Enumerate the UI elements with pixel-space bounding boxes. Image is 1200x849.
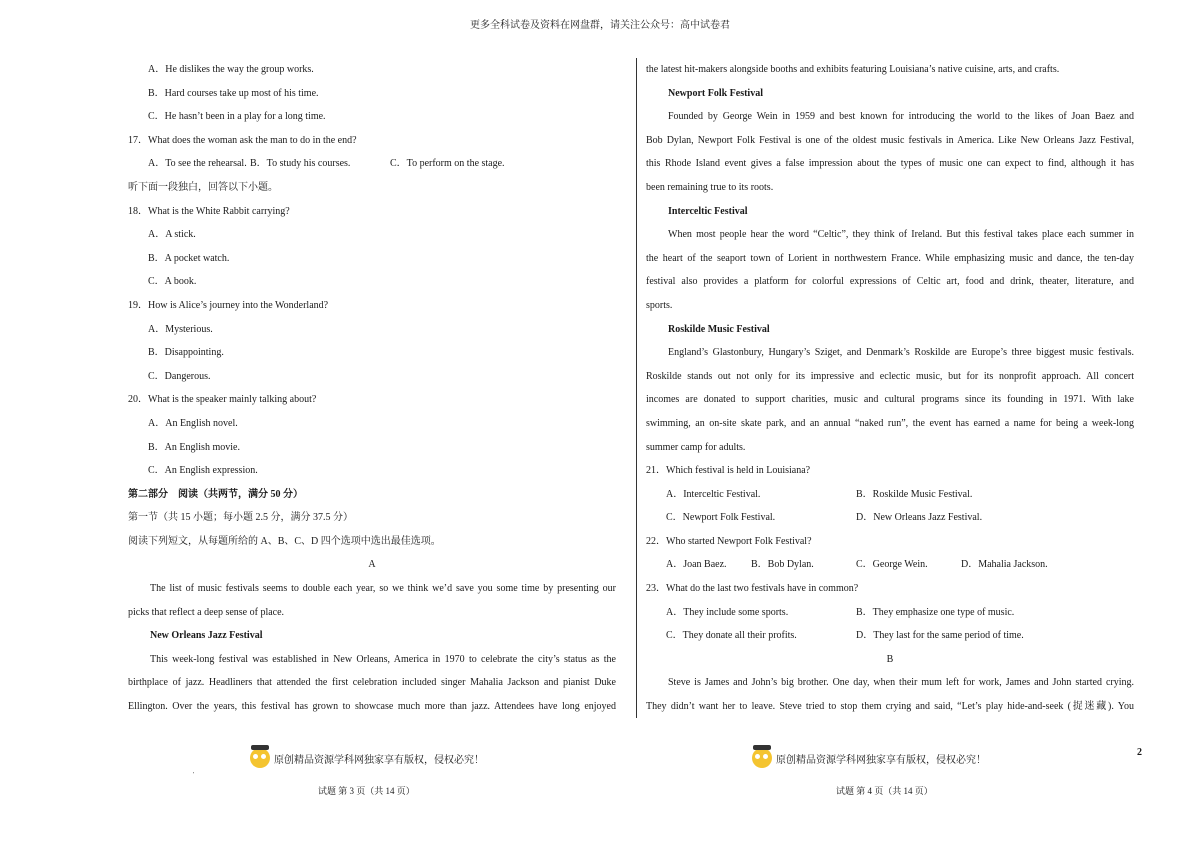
- q21-option-d: D．New Orleans Jazz Festival.: [856, 512, 983, 524]
- page-footer-right: 试题 第 4 页（共 14 页）: [836, 786, 933, 796]
- question-22: 22．Who started Newport Folk Festival?: [646, 535, 812, 547]
- q23-option-c: C．They donate all their profits.: [666, 630, 797, 642]
- interceltic-paragraph-line: festival also provides a platform for colorful expressions of Celtic art, food and drink, theater, literature, and: [646, 276, 1134, 288]
- newport-paragraph-line: this Rhode Island event gives a false impression about the types of music one can expect to find, although it has: [646, 158, 1134, 170]
- newport-paragraph-line: been remaining true to its roots.: [646, 181, 774, 193]
- q18-option-b: B．A pocket watch.: [148, 252, 230, 264]
- q18-option-a: A．A stick.: [148, 229, 196, 241]
- roskilde-paragraph-line: summer camp for adults.: [646, 441, 746, 453]
- page-footer-left: 试题 第 3 页（共 14 页）: [318, 786, 415, 796]
- q17-option-a: A．To see the rehearsal.: [148, 158, 247, 170]
- q21-options-row2: [646, 506, 1134, 530]
- question-19: 19．How is Alice’s journey into the Wonderland?: [128, 299, 329, 311]
- passage-b-label: B: [886, 653, 894, 665]
- passage-a-label: A: [368, 559, 376, 571]
- question-23: 23．What do the last two festivals have in common?: [646, 583, 859, 595]
- right-column: [646, 58, 1134, 719]
- new-orleans-paragraph-line: This week-long festival was established in New Orleans, America in 1970 to celebrate the city’s status as the: [150, 653, 616, 665]
- q22-options: [646, 553, 1134, 577]
- q17-option-c: C．To perform on the stage.: [390, 158, 505, 170]
- copyright-notice-left: [250, 748, 484, 768]
- passage-b-line: They didn’t want her to leave. Steve tried to stop them crying and said, “Let’s play hide-and-seek (捉迷藏). You: [646, 701, 1134, 713]
- owl-logo-icon: [250, 748, 270, 768]
- interceltic-heading: Interceltic Festival: [668, 205, 748, 217]
- question-21: 21．Which festival is held in Louisiana?: [646, 465, 811, 477]
- intro-paragraph-line: picks that reflect a deep sense of place.: [128, 606, 285, 618]
- q22-option-b: B．Bob Dylan.: [751, 559, 814, 571]
- q21-option-b: B．Roskilde Music Festival.: [856, 488, 973, 500]
- roskilde-paragraph-line: England’s Glastonbury, Hungary’s Sziget, and Denmark’s Roskilde are Europe’s three biggest music festivals.: [668, 347, 1134, 359]
- q18-option-c: C．A book.: [148, 276, 197, 288]
- q21-options-row1: [646, 483, 1134, 507]
- copyright-notice-right: [752, 748, 986, 768]
- new-orleans-paragraph-line: Ellington. Over the years, this festival has grown to showcase much more than jazz. Attendees have long enjoyed: [128, 701, 616, 713]
- interceltic-paragraph-line: When most people hear the word “Celtic”, they think of Ireland. But this festival takes place each summer in: [668, 229, 1134, 241]
- q17-options: [128, 152, 616, 176]
- copyright-text: 原创精品资源学科网独家享有版权，侵权必究！: [274, 754, 484, 766]
- part-two-heading: 第二部分 阅读（共两节，满分 50 分）: [128, 488, 303, 500]
- left-column: [128, 58, 616, 719]
- q20-option-a: A．An English novel.: [148, 417, 238, 429]
- new-orleans-paragraph-line: the latest hit-makers alongside booths and exhibits featuring Louisiana’s native cuisine, arts, and crafts.: [646, 64, 1060, 75]
- question-17: 17．What does the woman ask the man to do in the end?: [128, 134, 357, 146]
- q22-option-a: A．Joan Baez.: [666, 559, 727, 571]
- listening-instruction: 听下面一段独白，回答以下小题。: [128, 181, 278, 193]
- q23-option-a: A．They include some sports.: [666, 606, 789, 618]
- q16-option-c: C．He hasn’t been in a play for a long time.: [148, 111, 326, 123]
- sheet-number: 2: [1137, 747, 1142, 758]
- roskilde-heading: Roskilde Music Festival: [668, 323, 770, 335]
- q16-option-b: B．Hard courses take up most of his time.: [148, 87, 319, 99]
- copyright-text: 原创精品资源学科网独家享有版权，侵权必究！: [776, 754, 986, 766]
- owl-logo-icon: [752, 748, 772, 768]
- q17-option-b: B．To study his courses.: [250, 158, 351, 170]
- newport-heading: Newport Folk Festival: [668, 87, 763, 99]
- roskilde-paragraph-line: swimming, an on-site skate park, and an annual “naked run”, the event has earned a name for being a week-long: [646, 417, 1134, 429]
- q21-option-a: A．Interceltic Festival.: [666, 488, 761, 500]
- q23-option-b: B．They emphasize one type of music.: [856, 606, 1015, 618]
- q23-options-row1: [646, 601, 1134, 625]
- question-20: 20．What is the speaker mainly talking about?: [128, 394, 317, 406]
- newport-paragraph-line: Bob Dylan, Newport Folk Festival is one of the oldest music festivals in America. Like New Orleans Jazz Festival,: [646, 134, 1134, 146]
- q23-option-d: D．They last for the same period of time.: [856, 630, 1024, 642]
- q20-option-b: B．An English movie.: [148, 441, 240, 453]
- intro-paragraph-line: The list of music festivals seems to double each year, so we think we’d save you some time by presenting our: [150, 583, 616, 595]
- q22-option-d: D．Mahalia Jackson.: [961, 559, 1048, 571]
- roskilde-paragraph-line: Roskilde stands out not only for its impressive and eclectic music, but for its nonprofit approach. All concert: [646, 370, 1134, 382]
- q19-option-a: A．Mysterious.: [148, 323, 213, 335]
- q22-option-c: C．George Wein.: [856, 559, 928, 571]
- new-orleans-paragraph-line: birthplace of jazz. Headliners that attended the first celebration included singer Mahalia Jackson and pianist Duke: [128, 677, 616, 689]
- stray-mark: ': [193, 772, 195, 778]
- question-18: 18．What is the White Rabbit carrying?: [128, 205, 290, 217]
- q23-options-row2: [646, 624, 1134, 648]
- q19-option-b: B．Disappointing.: [148, 347, 224, 359]
- top-banner: 更多全科试卷及资料在网盘群，请关注公众号：高中试卷君: [470, 20, 730, 31]
- q21-option-c: C．Newport Folk Festival.: [666, 512, 776, 524]
- q20-option-c: C．An English expression.: [148, 465, 258, 477]
- roskilde-paragraph-line: incomes are donated to support charities, music and cultural programs since its founding in 1971. With lake: [646, 394, 1134, 406]
- passage-b-line: Steve is James and John’s big brother. One day, when their mum left for work, James and John started crying.: [668, 677, 1134, 689]
- newport-paragraph-line: Founded by George Wein in 1959 and best known for introducing the world to the likes of Joan Baez and: [668, 111, 1134, 123]
- section-one-heading: 第一节（共 15 小题；每小题 2.5 分，满分 37.5 分）: [128, 512, 353, 524]
- reading-instruction: 阅读下列短文，从每题所给的 A、B、C、D 四个选项中选出最佳选项。: [128, 535, 441, 547]
- new-orleans-heading: New Orleans Jazz Festival: [150, 630, 263, 642]
- interceltic-paragraph-line: the heart of the seaport town of Lorient in northwestern France. While emphasizing music and dance, the ten-day: [646, 252, 1134, 264]
- q16-option-a: A．He dislikes the way the group works.: [148, 64, 314, 75]
- column-divider: [636, 58, 637, 718]
- q19-option-c: C．Dangerous.: [148, 370, 211, 382]
- interceltic-paragraph-line: sports.: [646, 299, 673, 311]
